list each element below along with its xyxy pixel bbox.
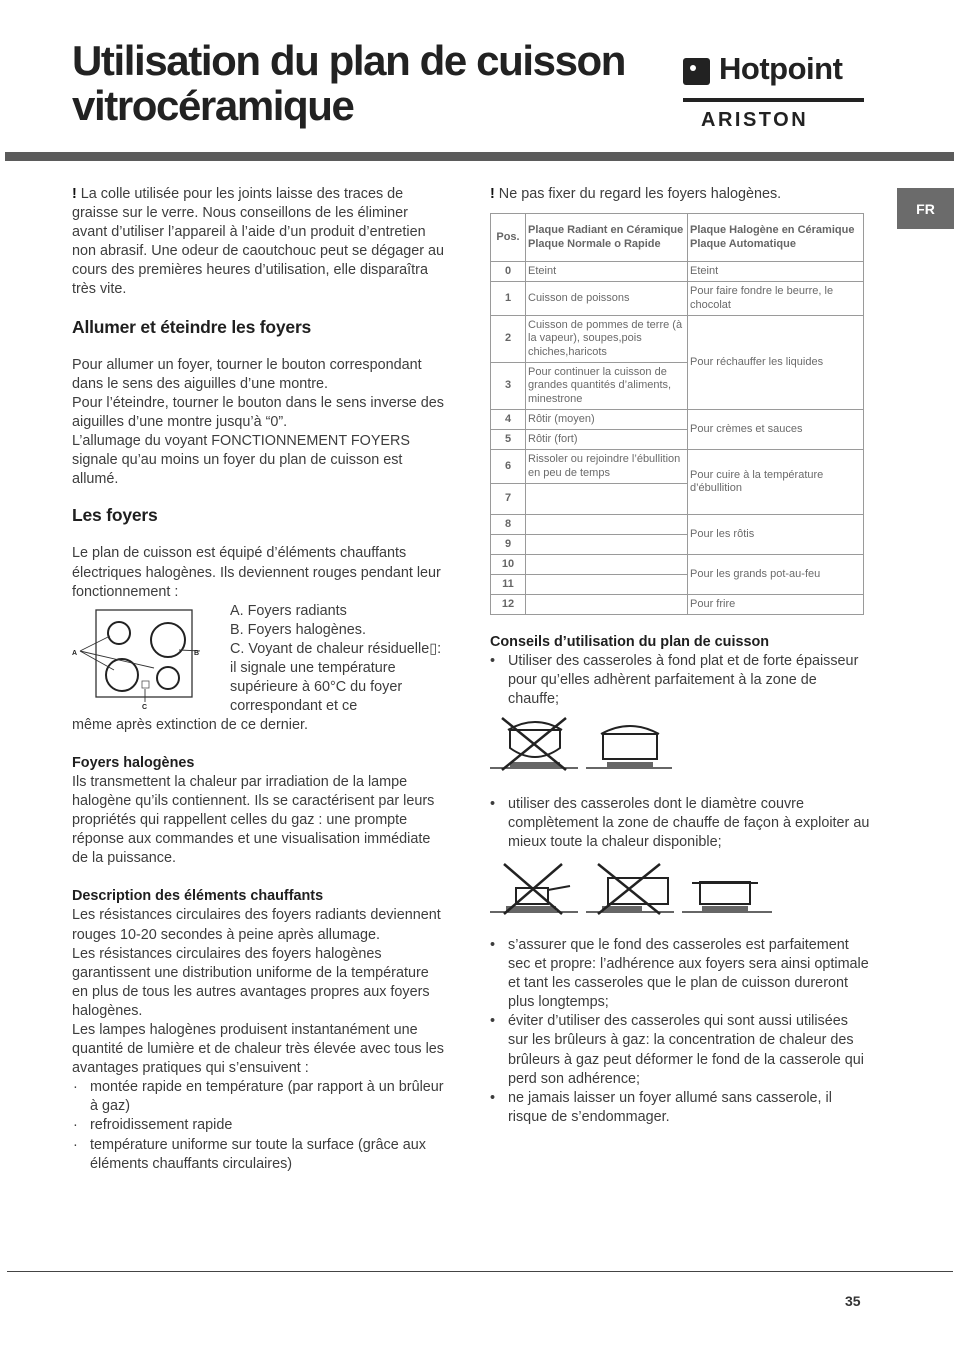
page-title-line2: vitrocéramique [72,82,354,129]
logo-sub-text: ARISTON [701,109,809,131]
warning-mark: ! [72,186,77,202]
hob-legend [230,602,450,717]
hob-zone-bottom-left [106,659,138,691]
table-cell-halogen: Pour crèmes et sauces [688,410,864,450]
flat-pot-icon [603,734,657,759]
diagram-label-c: C [142,703,148,711]
table-cell-pos: 5 [491,430,526,450]
table-cell-radiant [526,595,688,615]
page-number: 35 [845,1293,861,1309]
glue-warning [72,185,447,300]
section-title-on-off: Allumer et éteindre les foyers [72,316,312,337]
hotpoint-ariston-logo [683,51,865,131]
footer-divider [7,1271,953,1272]
left-column [72,185,447,1174]
hob-zone-top-right [151,623,185,657]
residual-heat-indicator-icon [142,681,149,688]
list-item: · montée rapide en température (par rapport à un brûleur à gaz) [72,1078,447,1116]
list-item: • Utiliser des casseroles à fond plat et de forte épaisseur pour qu’elles adhèrent parfaitement à la zone de chauffe; [490,652,870,709]
table-cell-radiant: Rôtir (fort) [526,430,688,450]
table-cell-halogen: Pour cuire à la température d’ébullition [688,450,864,515]
halogen-description: Ils transmettent la chaleur par irradiation de la lampe halogène qu’ils contiennent. Ils se caractérisent par leurs propriétés qui rappellent celles du gaz : une prompte réponse aux commandes et une visualisation immédiate de la puissance. [72,773,435,867]
legend-item-b: B. Foyers halogènes. [230,621,366,638]
hob-diagram-block [72,602,447,716]
pot-flat-bottom-illustration [490,716,680,774]
warning-mark: ! [490,186,495,202]
right-column [490,185,870,1127]
subsection-title-halogen: Foyers halogènes [72,754,195,771]
list-item: • s’assurer que le fond des casseroles est parfaitement sec et propre: l’adhérence aux foyers sera ainsi optimale et tant les casseroles que le plan de cuisson dureront plus longtemps; [490,936,870,1012]
language-tab: FR [897,188,954,229]
table-row [491,595,864,615]
subsection-title-elements: Description des éléments chauffants [72,888,324,905]
elements-paragraph-3: Les lampes halogènes produisent instantanément une quantité de lumière et de chaleur très élevée avec tous les avantages pratiques qui s’ensuivent : [72,1022,444,1077]
table-row [491,450,864,484]
legend-item-c-tail: même après extinction de ce dernier. [72,716,308,733]
pointer-a3 [80,651,154,668]
table-cell-pos: 6 [491,450,526,484]
hotpoint-logo-mark-icon [683,58,710,85]
table-cell-radiant: Cuisson de pommes de terre (à la vapeur), soupes,pois chiches,haricots [526,316,688,363]
table-header-pos: Pos. [491,214,526,262]
elements-paragraph-2: Les résistances circulaires des foyers halogènes garantissent une distribution uniforme de la température en plus de tous les autres avantages propres aux foyers halogènes. [72,945,430,1019]
table-cell-radiant [526,535,688,555]
table-row [491,282,864,316]
glue-warning-text: La colle utilisée pour les joints laisse des traces de graisse sur le verre. Nous conseillons de les éliminer avant d’utiliser l’appareil à l’aide d’un produit d’entretien non abrasif. Une odeur de caoutchouc peut se dégager au cours des premières heures d’utilisation, elle disparaîtra très vite. [72,186,445,298]
table-cell-radiant: Rissoler ou rejoindre l’ébullition en peu de temps [526,450,688,484]
table-cell-pos: 10 [491,555,526,575]
list-item: · refroidissement rapide [72,1116,447,1135]
advantages-list [72,1078,447,1173]
heating-zone-icon [607,762,653,767]
table-row [491,410,864,430]
table-header-radiant: Plaque Radiant en Céramique Plaque Normale o Rapide [526,214,688,262]
tips-list-2 [490,795,870,852]
section-on-off-paragraph-3: L’allumage du voyant FONCTIONNEMENT FOYERS signale qu’au moins un foyer du plan de cuisson est allumé. [72,433,411,488]
table-cell-pos: 3 [491,363,526,410]
table-cell-halogen: Eteint [688,262,864,282]
table-row [491,515,864,535]
list-item: · température uniforme sur toute la surface (grâce aux éléments chauffants circulaires) [72,1136,447,1174]
list-item: • utiliser des casseroles dont le diamètre couvre complètement la zone de chauffe de façon à exploiter au mieux toute la chaleur disponible; [490,795,870,852]
table-row [491,555,864,575]
table-row [491,316,864,363]
hob-zone-top-left [108,622,130,644]
heating-zone-icon [702,906,748,911]
table-cell-halogen: Pour les rôtis [688,515,864,555]
table-cell-halogen: Pour faire fondre le beurre, le chocolat [688,282,864,316]
section-on-off-paragraph-2: Pour l’éteindre, tourner le bouton dans le sens inverse des aiguilles d’une montre jusqu’à “0”. [72,394,444,430]
elements-paragraph-1: Les résistances circulaires des foyers radiants deviennent rouges 10-20 secondes à peine après allumage. [72,907,441,943]
table-cell-halogen: Pour réchauffer les liquides [688,316,864,410]
table-cell-halogen: Pour frire [688,595,864,615]
hob-zone-bottom-right [157,667,179,689]
section-title-foyers: Les foyers [72,505,158,526]
table-cell-pos: 7 [491,484,526,515]
table-cell-radiant [526,555,688,575]
legend-item-c: C. Voyant de chaleur résiduelle▯: il signale une température supérieure à 60°C du foyer correspondant et ce [230,640,442,715]
page-title [72,38,625,128]
tips-list-3 [490,936,870,1127]
logo-brand-text: Hotpoint [719,51,843,86]
header-divider-bar [5,152,954,161]
diagram-label-a: A [72,649,78,657]
table-cell-pos: 11 [491,575,526,595]
halogen-warning [490,185,870,204]
section-on-off-paragraph-1: Pour allumer un foyer, tourner le bouton correspondant dans le sens des aiguilles d’une montre. [72,356,422,392]
list-item: • éviter d’utiliser des casseroles qui sont aussi utilisées sur les brûleurs à gaz: la concentration de chaleur des brûleurs à gaz peut déformer le fond de la casserole qui perd son adhérence; [490,1012,870,1088]
table-header-halogen: Plaque Halogène en Céramique Plaque Automatique [688,214,864,262]
pot-diameter-illustration [490,862,775,918]
diagram-label-b: B [194,649,200,657]
table-cell-pos: 4 [491,410,526,430]
pointer-a1 [80,636,110,651]
table-cell-radiant: Eteint [526,262,688,282]
hob-diagram [72,608,200,712]
table-cell-pos: 9 [491,535,526,555]
logo-divider [683,98,864,102]
cooking-positions-table [490,213,864,615]
matching-pot-icon [700,882,750,904]
section-foyers-intro: Le plan de cuisson est équipé d’éléments chauffants électriques halogènes. Ils deviennent rouges pendant leur fonctionnement : [72,545,441,600]
table-cell-halogen: Pour les grands pot-au-feu [688,555,864,595]
tips-list-1 [490,652,870,709]
legend-item-a: A. Foyers radiants [230,602,347,619]
pointer-a2 [80,651,114,670]
table-cell-pos: 12 [491,595,526,615]
table-cell-radiant [526,515,688,535]
table-cell-pos: 8 [491,515,526,535]
table-cell-radiant: Cuisson de poissons [526,282,688,316]
table-cell-pos: 0 [491,262,526,282]
pot-lid-icon [601,726,659,734]
page-title-line1: Utilisation du plan de cuisson [72,37,626,84]
tips-title: Conseils d’utilisation du plan de cuisson [490,634,770,651]
table-cell-radiant [526,575,688,595]
table-cell-pos: 2 [491,316,526,363]
halogen-warning-text: Ne pas fixer du regard les foyers halogènes. [494,186,782,202]
table-cell-radiant: Pour continuer la cuisson de grandes quantités d’aliments, minestrone [526,363,688,410]
table-header-row [491,214,864,262]
table-row [491,262,864,282]
table-cell-pos: 1 [491,282,526,316]
list-item: • ne jamais laisser un foyer allumé sans casserole, il risque de s’endommager. [490,1089,870,1127]
heating-zone-icon [510,762,560,767]
table-cell-radiant [526,484,688,515]
table-cell-radiant: Rôtir (moyen) [526,410,688,430]
pot-handle-icon [548,886,570,890]
